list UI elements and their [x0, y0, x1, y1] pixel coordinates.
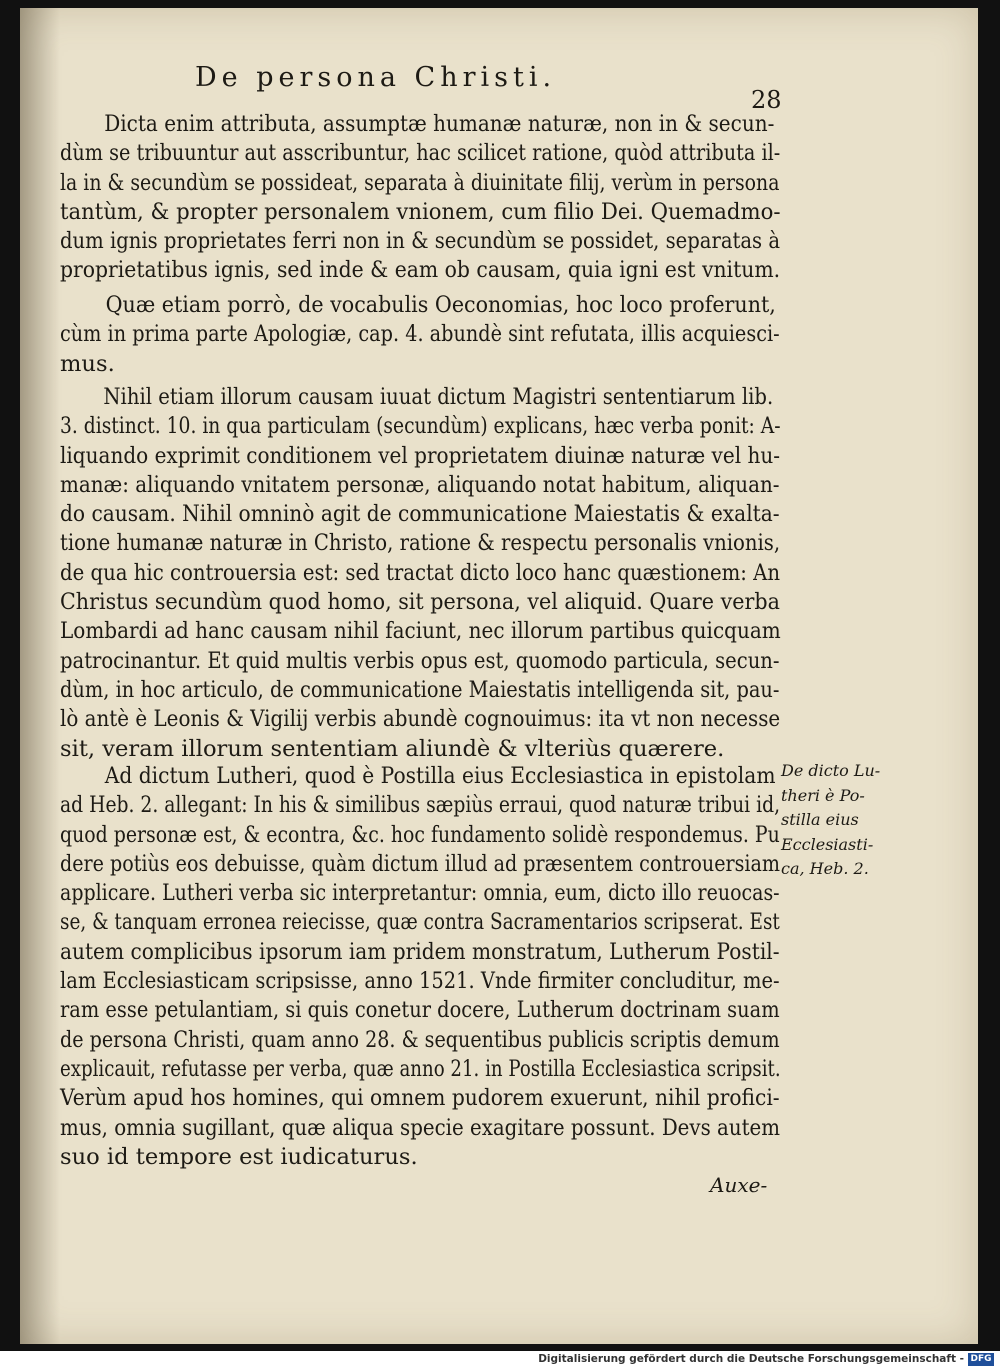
- text-line: se, & tanquam erronea reiecisse, quæ contra Sacramentarios scripserat. Est: [60, 909, 780, 936]
- text-line: dere potiùs eos debuisse, quàm dictum illud ad præsentem controuersiam: [60, 850, 781, 877]
- text-line: Christus secundùm quod homo, sit persona, vel aliquid. Quare verba: [60, 589, 780, 616]
- text-line: manæ: aliquando vnitatem personæ, aliquando notat habitum, aliquan-: [60, 471, 780, 498]
- text-line: de persona Christi, quam anno 28. & sequentibus publicis scriptis demum: [60, 1026, 780, 1053]
- paragraph-3: [60, 383, 780, 764]
- text-line: ad Heb. 2. allegant: In his & similibus sæpiùs erraui, quod naturæ tribui id,: [60, 792, 781, 819]
- marginal-line: ca, Heb. 2.: [781, 859, 869, 878]
- marginal-line: De dicto Lu-: [781, 761, 881, 780]
- paragraph-2: [60, 291, 780, 379]
- text-line: proprietatibus ignis, sed inde & eam ob causam, quia igni est vnitum.: [60, 257, 781, 284]
- paragraph-1: [60, 110, 780, 286]
- running-title: De persona Christi.: [195, 62, 557, 93]
- paragraph-4: [60, 762, 780, 1172]
- text-line: liquando exprimit conditionem vel proprietatem diuinæ naturæ vel hu-: [60, 442, 781, 469]
- text-line: ram esse petulantiam, si quis conetur docere, Lutherum doctrinam suam: [60, 997, 780, 1024]
- footer-credit: Digitalisierung gefördert durch die Deutsche Forschungsgemeinschaft -: [538, 1353, 964, 1365]
- text-line: dum ignis proprietates ferri non in & secundùm se possidet, separatas à: [60, 228, 781, 255]
- marginal-note: [781, 759, 891, 882]
- catchword: Auxe-: [710, 1173, 768, 1197]
- text-line: suo id tempore est iudicaturus.: [60, 1143, 418, 1170]
- text-line: explicauit, refutasse per verba, quæ anno 21. in Postilla Ecclesiastica scripsit.: [60, 1055, 781, 1082]
- text-line: tantùm, & propter personalem vnionem, cum filio Dei. Quemadmo-: [60, 198, 781, 225]
- text-line: Ad dictum Lutheri, quod è Postilla eius Ecclesiastica in epistolam: [104, 763, 776, 789]
- text-line: lam Ecclesiasticam scripsisse, anno 1521. Vnde firmiter concluditur, me-: [60, 968, 780, 995]
- text-line: patrocinantur. Et quid multis verbis opus est, quomodo particula, secun-: [60, 647, 780, 674]
- page-number: 28: [751, 86, 782, 114]
- marginal-line: Ecclesiasti-: [781, 834, 874, 854]
- text-line: quod personæ est, & econtra, &c. hoc fundamento solidè respondemus. Pu: [60, 821, 780, 848]
- text-line: dùm, in hoc articulo, de communicatione Maiestatis intelligenda sit, pau-: [60, 676, 780, 703]
- text-line: autem complicibus ipsorum iam pridem monstratum, Lutherum Postil-: [60, 938, 780, 965]
- marginal-line: theri è Po-: [781, 785, 865, 805]
- text-line: cùm in prima parte Apologiæ, cap. 4. abundè sint refutata, illis acquiesci-: [60, 321, 780, 348]
- text-line: dùm se tribuuntur aut asscribuntur, hac scilicet ratione, quòd attributa il-: [60, 140, 781, 167]
- text-line: tione humanæ naturæ in Christo, ratione & respectu personalis vnionis,: [60, 530, 781, 557]
- marginal-line: stilla eius: [781, 810, 859, 829]
- text-line: applicare. Lutheri verba sic interpretantur: omnia, eum, dicto illo reuocas-: [60, 880, 780, 907]
- text-line: Nihil etiam illorum causam iuuat dictum Magistri sententiarum lib.: [103, 384, 774, 410]
- text-line: sit, veram illorum sententiam aliundè & vlteriùs quærere.: [60, 735, 725, 762]
- text-line: do causam. Nihil omninò agit de communicatione Maiestatis & exalta-: [60, 501, 780, 528]
- text-line: Quæ etiam porrò, de vocabulis Oeconomias, hoc loco proferunt,: [105, 292, 776, 318]
- text-line: Verùm apud hos homines, qui omnem pudorem exuerunt, nihil profici-: [60, 1085, 780, 1112]
- text-line: mus, omnia sugillant, quæ aliqua specie exagitare possunt. Devs autem: [60, 1114, 781, 1141]
- dfg-logo: DFG: [968, 1353, 994, 1366]
- text-line: mus.: [60, 350, 115, 377]
- text-line: de qua hic controuersia est: sed tractat dicto loco hanc quæstionem: An: [60, 559, 781, 586]
- text-line: lò antè è Leonis & Vigilij verbis abundè cognouimus: ita vt non necesse: [60, 706, 781, 733]
- text-line: Lombardi ad hanc causam nihil faciunt, nec illorum partibus quicquam: [60, 618, 781, 645]
- text-line: Dicta enim attributa, assumptæ humanæ naturæ, non in & secun-: [104, 111, 775, 137]
- text-line: la in & secundùm se possideat, separata à diuinitate filij, verùm in persona: [60, 169, 780, 196]
- text-line: 3. distinct. 10. in qua particulam (secundùm) explicans, hæc verba ponit: A-: [60, 413, 781, 440]
- book-page: [20, 8, 978, 1344]
